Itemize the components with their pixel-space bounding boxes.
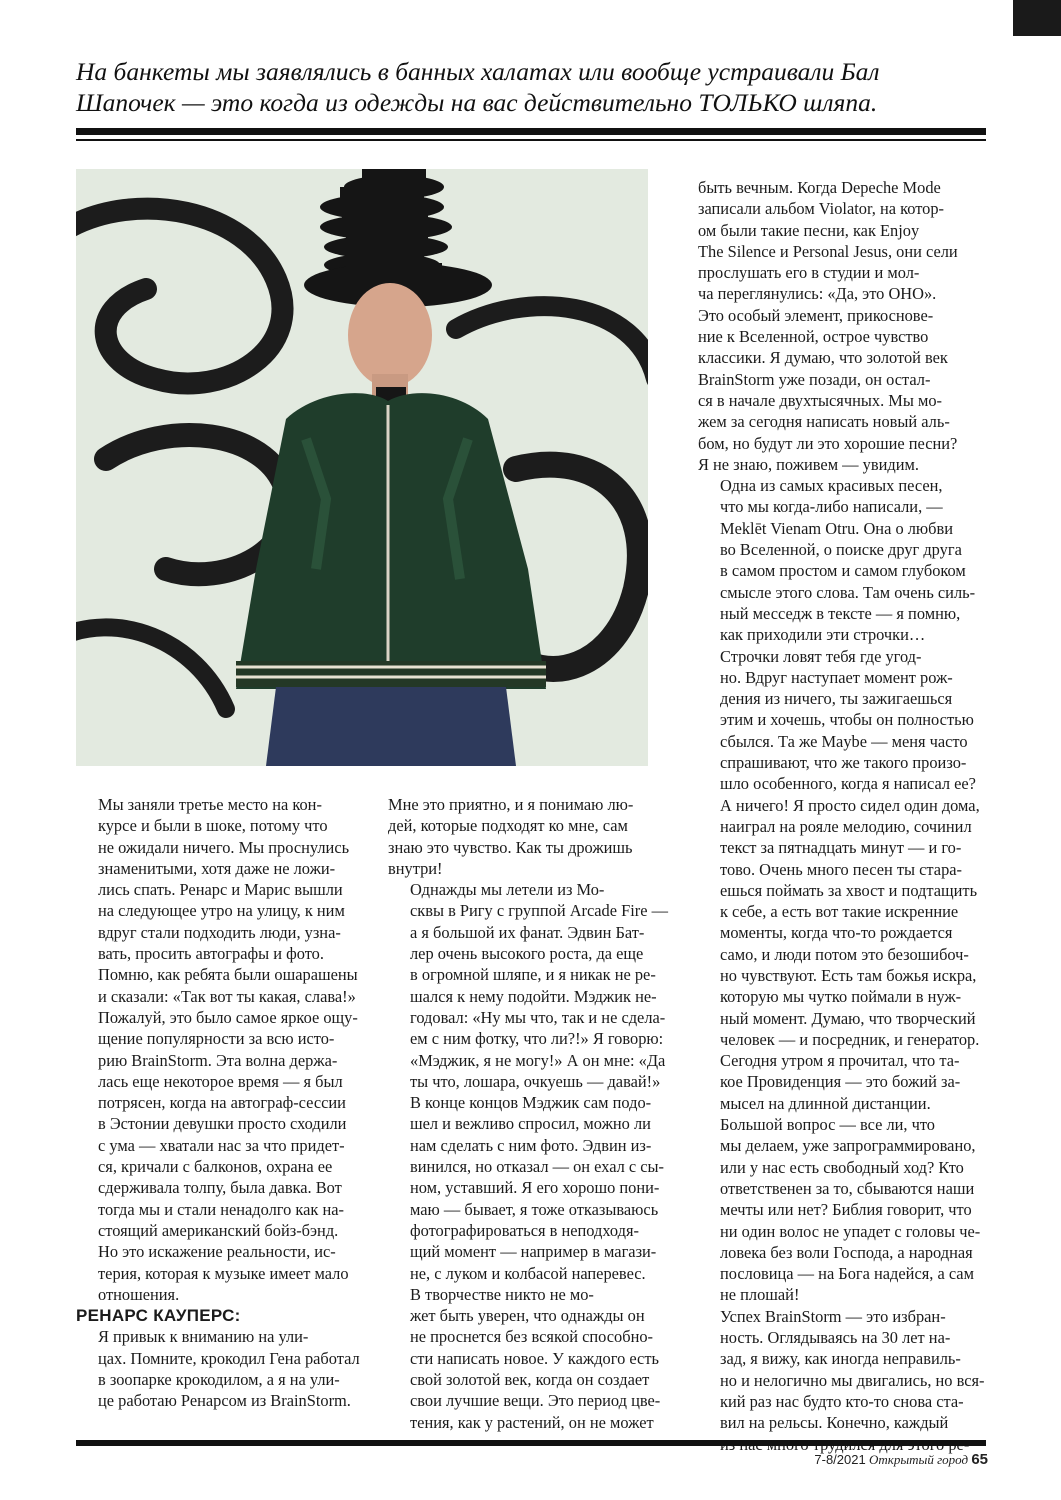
text-line: це работаю Ренарсом из BrainStorm.: [98, 1391, 351, 1411]
divider-thin: [76, 139, 986, 141]
text-line: Это особый элемент, прикоснове-: [698, 305, 934, 325]
text-line: в огромной шляпе, и я никак не ре-: [410, 965, 656, 985]
text-line: зад, я вижу, как иногда неправиль-: [720, 1349, 961, 1369]
paragraph: [388, 1284, 678, 1433]
text-line: к себе, а есть вот такие искренние: [720, 902, 959, 922]
text-line: но и нелогично мы двигались, но вся-: [720, 1370, 985, 1390]
text-line: как приходили эти строчки…: [720, 625, 926, 645]
text-line: смысле этого слова. Там очень силь-: [720, 582, 976, 602]
text-line: свой золотой век, когда он создает: [410, 1370, 650, 1390]
text-line: знаю это чувство. Как ты дрожишь: [388, 837, 633, 857]
text-line: Meklēt Vienam Otru. Она о любви: [720, 518, 954, 538]
text-line: само, и люди потом это безошибоч-: [720, 944, 969, 964]
text-line: жет быть уверен, что однажды он: [410, 1306, 645, 1326]
text-line: Одна из самых красивых песен,: [720, 476, 943, 496]
text-line: моменты, когда что-то рождается: [720, 923, 953, 943]
face: [348, 283, 432, 387]
text-line: ный момент. Думаю, что творческий: [720, 1008, 976, 1028]
text-line: пословица — на Бога надейся, а сам: [720, 1264, 974, 1284]
text-line: мы делаем, уже запрограммировано,: [720, 1136, 976, 1156]
text-line: маю — бывает, я тоже отказываюсь: [410, 1199, 659, 1219]
text-line: Строчки ловят тебя где угод-: [720, 646, 922, 666]
text-line: потрясен, когда на автограф-сессии: [98, 1093, 346, 1113]
text-line: бом, но будут ли это хорошие песни?: [698, 433, 958, 453]
text-line: шло особенного, когда я написал ее?: [720, 774, 976, 794]
text-line: не плошай!: [720, 1285, 800, 1305]
text-line: ом были такие песни, как Enjoy: [698, 220, 920, 240]
pull-quote-line: На банкеты мы заявлялись в банных халатах или вообще устраивали Бал: [76, 57, 880, 86]
text-line: Сегодня утром я прочитал, что та-: [720, 1051, 960, 1071]
page-footer: [814, 1451, 988, 1468]
text-line: и сказали: «Так вот ты какая, слава!»: [98, 986, 356, 1006]
text-line: человек — и посредник, и генератор.: [720, 1029, 980, 1049]
text-line: текст за пятнадцать минут — и го-: [720, 838, 962, 858]
text-line: внутри!: [388, 858, 443, 878]
text-line: или у нас есть свободный ход? Кто: [720, 1157, 964, 1177]
divider-thick: [76, 128, 986, 135]
text-line: во Вселенной, о поиске друг друга: [720, 540, 962, 560]
text-line: ответственен за то, сбываются наши: [720, 1178, 975, 1198]
text-line: ешься поймать за хвост и подтащить: [720, 880, 978, 900]
text-line: ем с ним фотку, что ли?!» Я говорю:: [410, 1029, 664, 1049]
text-line: сквы в Ригу с группой Arcade Fire —: [410, 901, 669, 921]
footer-rule: [76, 1440, 986, 1446]
text-line: шался к нему подойти. Мэджик не-: [410, 986, 657, 1006]
text-line: ни один волос не упадет с головы че-: [720, 1221, 981, 1241]
text-line: лись спать. Ренарс и Марис вышли: [98, 880, 343, 900]
text-line: дения из ничего, ты зажигаешься: [720, 689, 953, 709]
magazine-name: Открытый город: [868, 1452, 969, 1467]
text-line: дей, которые подходят ко мне, сам: [388, 816, 628, 836]
pull-quote: [76, 56, 986, 118]
text-line: ся, кричали с балконов, охрана ее: [98, 1157, 333, 1177]
text-line: мечты или нет? Библия говорит, что: [720, 1200, 972, 1220]
text-line: вил на рельсы. Конечно, каждый: [720, 1413, 949, 1433]
article-column-3: [698, 177, 988, 1455]
paragraph: [698, 646, 988, 1115]
text-line: терия, которая к музыке имеет мало: [98, 1263, 349, 1283]
text-line: что мы когда-либо написали, —: [720, 497, 943, 517]
text-line: этим и хочешь, чтобы он полностью: [720, 710, 974, 730]
text-line: не ожидали ничего. Мы проснулись: [98, 837, 350, 857]
text-line: ном, уставший. Я его хорошо пони-: [410, 1178, 660, 1198]
text-line: классики. Я думаю, что золотой век: [698, 348, 948, 368]
text-line: не, с луком и колбасой наперевес.: [410, 1263, 646, 1283]
paragraph: [76, 794, 366, 1305]
text-line: тово. Очень много песен ты стара-: [720, 859, 962, 879]
speaker-heading: РЕНАРС КАУПЕРС:: [76, 1306, 241, 1326]
trousers: [266, 687, 516, 766]
text-line: лер очень высокого роста, да еще: [410, 944, 644, 964]
text-line: курсе и были в шоке, потому что: [98, 816, 328, 836]
corner-mark: [1013, 0, 1061, 36]
text-line: нам сделать с ним фото. Эдвин из-: [410, 1135, 652, 1155]
portrait-photo: [76, 169, 648, 766]
text-line: сбылся. Та же Maybe — меня часто: [720, 731, 968, 751]
text-line: цах. Помните, крокодил Гена работал: [98, 1348, 360, 1368]
pull-quote-line: Шапочек — это когда из одежды на вас действительно ТОЛЬКО шляпа.: [76, 88, 878, 117]
text-line: Пожалуй, это было самое яркое ощу-: [98, 1007, 358, 1027]
text-line: знаменитыми, хотя даже не ложи-: [98, 858, 336, 878]
text-line: жем за сегодня написать новый аль-: [698, 412, 950, 432]
text-line: не проснется без всякой способно-: [410, 1327, 654, 1347]
text-line: записали альбом Violator, на котор-: [698, 199, 945, 219]
text-line: на следующее утро на улицу, к ним: [98, 901, 345, 921]
text-line: Успех BrainStorm — это избран-: [720, 1306, 946, 1326]
paragraph: [698, 1114, 988, 1306]
text-line: Большой вопрос — все ли, что: [720, 1115, 936, 1135]
text-line: Однажды мы летели из Мо-: [410, 880, 605, 900]
text-line: ловека без воли Господа, а народная: [720, 1242, 973, 1262]
text-line: кое Провиденция — это божий за-: [720, 1072, 961, 1092]
text-line: вдруг стали подходить люди, узна-: [98, 922, 341, 942]
text-line: свои лучшие вещи. Это период цве-: [410, 1391, 661, 1411]
text-line: которую мы чутко поймали в нуж-: [720, 987, 962, 1007]
text-line: но чувствуют. Есть там божья искра,: [720, 965, 977, 985]
text-line: отношения.: [98, 1284, 180, 1304]
text-line: Мы заняли третье место на кон-: [98, 795, 322, 814]
text-line: ся в начале двухтысячных. Мы мо-: [698, 390, 942, 410]
paragraph: [388, 794, 678, 879]
text-line: а я большой их фанат. Эдвин Бат-: [410, 922, 645, 942]
text-line: спрашивают, что же такого произо-: [720, 753, 967, 773]
text-line: рию BrainStorm. Эта волна держа-: [98, 1050, 338, 1070]
issue-number: 7-8/2021: [814, 1452, 866, 1467]
text-line: с ума — хватали нас за что придет-: [98, 1135, 345, 1155]
text-line: ты что, лошара, очкуешь — давай!»: [410, 1071, 661, 1091]
text-line: В конце концов Мэджик сам подо-: [410, 1093, 652, 1113]
paragraph: [388, 879, 678, 1284]
text-line: тения, как у растений, он не может: [410, 1412, 654, 1432]
text-line: «Мэджик, я не могу!» А он мне: «Да: [410, 1050, 666, 1070]
text-line: BrainStorm уже позади, он остал-: [698, 369, 931, 389]
text-line: Я не знаю, поживем — увидим.: [698, 454, 919, 474]
text-line: Мне это приятно, и я понимаю лю-: [388, 795, 634, 814]
text-line: в самом простом и самом глубоком: [720, 561, 966, 581]
text-line: ный месседж в тексте — я помню,: [720, 603, 961, 623]
text-line: В творчестве никто не мо-: [410, 1284, 594, 1304]
text-line: прослушать его в студии и мол-: [698, 263, 920, 283]
text-line: А ничего! Я просто сидел один дома,: [720, 795, 980, 815]
paragraph: [76, 1326, 366, 1411]
text-line: ность. Оглядываясь на 30 лет на-: [720, 1328, 951, 1348]
text-line: ча переглянулись: «Да, это ОНО».: [698, 284, 937, 304]
text-line: годовал: «Ну мы что, так и не сдела-: [410, 1007, 666, 1027]
text-line: шел и вежливо спросил, можно ли: [410, 1114, 651, 1134]
text-line: кий раз нас будто кто-то снова ста-: [720, 1391, 964, 1411]
text-line: сдерживала толпу, была давка. Вот: [98, 1178, 342, 1198]
article-column-2: [388, 794, 678, 1433]
text-line: Помню, как ребята были ошарашены: [98, 965, 358, 985]
text-line: Я привык к вниманию на ули-: [98, 1327, 309, 1347]
text-line: но. Вдруг наступает момент рож-: [720, 667, 953, 687]
text-line: мысел на длинной дистанции.: [720, 1093, 931, 1113]
text-line: винился, но отказал — он ехал с сы-: [410, 1157, 665, 1177]
text-line: щение популярности за всю исто-: [98, 1029, 335, 1049]
text-line: в Эстонии девушки просто сходили: [98, 1114, 347, 1134]
text-line: тогда мы и стали ненадолго как на-: [98, 1199, 344, 1219]
text-line: вать, просить автографы и фото.: [98, 944, 324, 964]
paragraph: [698, 475, 988, 645]
text-line: быть вечным. Когда Depeche Mode: [698, 178, 941, 197]
text-line: стоящий американский бойз-бэнд.: [98, 1220, 339, 1240]
text-line: ние к Вселенной, острое чувство: [698, 327, 929, 347]
paragraph: [698, 177, 988, 475]
paragraph: [698, 1306, 988, 1455]
text-line: щий момент — например в магази-: [410, 1242, 657, 1262]
text-line: в зоопарке крокодилом, а я на ули-: [98, 1370, 340, 1390]
portrait-illustration: [76, 169, 648, 766]
page-number: 65: [971, 1451, 988, 1468]
text-line: Но это искажение реальности, ис-: [98, 1242, 336, 1262]
text-line: лась еще некоторое время — я был: [98, 1071, 343, 1091]
text-line: наиграл на рояле мелодию, сочинил: [720, 816, 972, 836]
text-line: фотографироваться в неподходя-: [410, 1220, 639, 1240]
text-line: сти написать новое. У каждого есть: [410, 1348, 659, 1368]
text-line: The Silence и Personal Jesus, они сели: [698, 241, 958, 261]
article-column-1: [76, 794, 366, 1412]
